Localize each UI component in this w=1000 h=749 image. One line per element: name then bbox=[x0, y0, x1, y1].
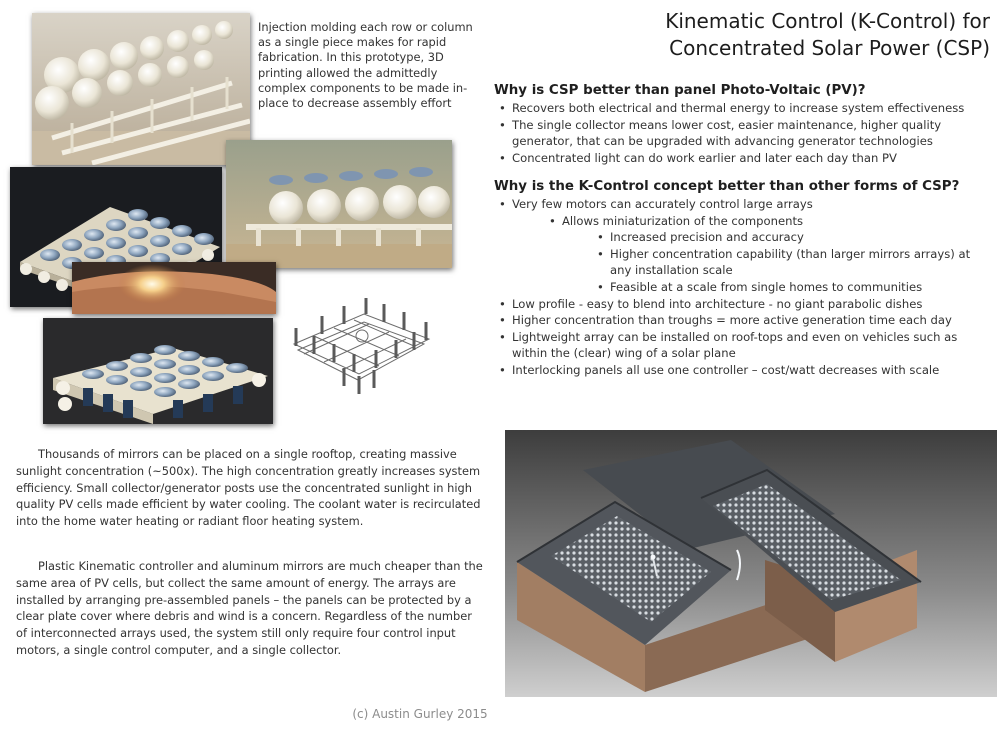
paragraph-cost: Plastic Kinematic controller and aluminum mirrors are much cheaper than the same area of PV cells, but collect the same amount of energy. The arrays are installed by arranging pre-assembled panels – the panels can be protected by a clear plate cover where debris and wind is a concern. Regardless of the number of interconnected arrays used, the system still only require four control input motors, a single control computer, and a single collector. bbox=[16, 559, 483, 657]
why-kcontrol-heading: Why is the K-Control concept better than other forms of CSP? bbox=[494, 179, 960, 194]
cad-frame-drawing bbox=[284, 294, 434, 406]
title-line-2: Concentrated Solar Power (CSP) bbox=[669, 36, 990, 60]
house-render bbox=[505, 430, 997, 697]
paragraph-rooftop: Thousands of mirrors can be placed on a single rooftop, creating massive sunlight concentration (~500x). The high concentration greatly increases system efficiency. Small collector/generator posts use the concentrated sunlight in high quality PV cells made efficient by water cooling. The coolant water is recirculated into the home water heating or radiant floor heating system. bbox=[16, 447, 481, 529]
list-item: • Higher concentration than troughs = more active generation time each day bbox=[494, 312, 994, 329]
photo-hand-light bbox=[72, 262, 276, 314]
why-csp-list bbox=[494, 100, 994, 166]
why-kcontrol-section bbox=[494, 178, 994, 379]
why-kcontrol-list bbox=[494, 196, 994, 379]
list-item: • Higher concentration capability (than larger mirrors arrays) at any installation scale bbox=[592, 246, 994, 279]
list-item: • Concentrated light can do work earlier and later each day than PV bbox=[494, 150, 994, 167]
why-csp-section bbox=[494, 82, 994, 166]
list-item: • Allows miniaturization of the components bbox=[544, 213, 994, 230]
page-title bbox=[560, 8, 990, 62]
list-item: • Very few motors can accurately control large arrays bbox=[494, 196, 994, 213]
photo-printed-rows bbox=[32, 13, 250, 165]
title-line-1: Kinematic Control (K-Control) for bbox=[665, 9, 990, 33]
fabrication-caption: Injection molding each row or column as a single piece makes for rapid fabrication. In this prototype, 3D printing allowed the admittedly complex components to be made in-place to decrease assembly effort bbox=[258, 20, 473, 111]
photo-prototype bbox=[43, 318, 273, 424]
list-item: • Recovers both electrical and thermal energy to increase system effectiveness bbox=[494, 100, 994, 117]
list-item: • Increased precision and accuracy bbox=[592, 229, 994, 246]
photo-side-row bbox=[226, 140, 452, 268]
list-item: • The single collector means lower cost, easier maintenance, higher quality generator, that can be upgraded with advancing generator technologies bbox=[494, 117, 994, 150]
list-item: • Feasible at a scale from single homes to communities bbox=[592, 279, 994, 296]
why-csp-heading: Why is CSP better than panel Photo-Voltaic (PV)? bbox=[494, 83, 866, 98]
list-item: • Low profile - easy to blend into architecture - no giant parabolic dishes bbox=[494, 296, 994, 313]
list-item: • Lightweight array can be installed on roof-tops and even on vehicles such as within the (clear) wing of a solar plane bbox=[494, 329, 994, 362]
copyright-notice: (c) Austin Gurley 2015 bbox=[352, 707, 488, 721]
list-item: • Interlocking panels all use one controller – cost/watt decreases with scale bbox=[494, 362, 994, 379]
